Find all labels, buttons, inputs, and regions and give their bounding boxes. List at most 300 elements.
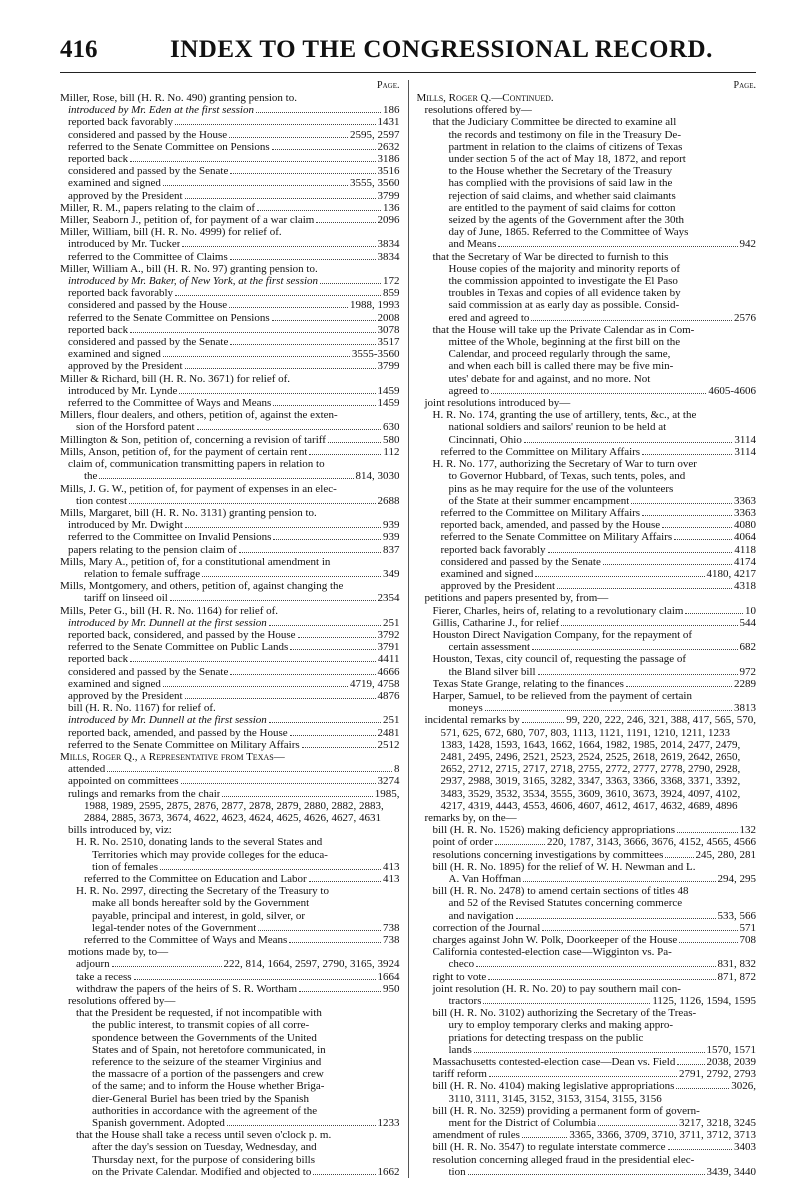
page-reference: 2688	[377, 494, 400, 507]
page-reference: 814, 3030	[355, 470, 400, 483]
entry-text: examined and signed	[68, 177, 161, 190]
index-entry	[60, 1080, 400, 1092]
index-entry	[60, 971, 400, 983]
page-reference: 3186	[377, 153, 400, 166]
entry-text: bill (H. R. No. 4104) making legislative appropriations	[432, 1080, 675, 1093]
page-reference: 2096	[377, 214, 400, 227]
dot-leader	[557, 588, 732, 589]
entry-text: resolution concerning alleged fraud in the presidential elec-	[432, 1153, 695, 1166]
entry-text: considered and passed by the Senate	[68, 336, 229, 349]
entry-text: referred to the Committee on Military Affairs	[440, 506, 641, 519]
index-entry	[417, 958, 757, 970]
index-entry	[60, 299, 400, 311]
index-entry	[417, 214, 757, 226]
entry-text: authorities in accordance with the agreement of the	[92, 1104, 318, 1117]
entry-text: after the day's session on Tuesday, Wednesday, and	[92, 1141, 317, 1154]
index-entry	[417, 714, 757, 726]
dot-leader	[516, 918, 716, 919]
entry-text: H. R. No. 174, granting the use of artillery, tents, &c., at the	[432, 409, 697, 422]
index-entry	[60, 690, 400, 702]
dot-leader	[561, 625, 737, 626]
entry-text: under section 5 of the act of May 18, 1872, and report	[448, 153, 686, 166]
entry-text: introduced by Mr. Dunnell at the first session	[68, 714, 267, 727]
page-reference: 2791, 2792, 2793	[679, 1068, 756, 1081]
dot-leader	[488, 979, 715, 980]
index-entry	[60, 275, 400, 287]
entry-text: reported back, amended, and passed by the House	[68, 726, 288, 739]
dot-leader	[631, 503, 732, 504]
dot-leader	[230, 674, 375, 675]
entry-text: bills introduced by, viz:	[68, 824, 172, 837]
dot-leader	[130, 332, 375, 333]
entry-text: moneys	[448, 702, 483, 715]
index-entry	[417, 641, 757, 653]
index-entry	[60, 922, 400, 934]
dot-leader	[227, 1125, 376, 1126]
dot-leader	[272, 320, 376, 321]
index-entry	[417, 1166, 757, 1178]
page-reference: 630	[383, 421, 400, 434]
index-entry	[60, 934, 400, 946]
dot-leader	[328, 442, 381, 443]
dot-leader	[182, 246, 375, 247]
entry-text: reported back favorably	[440, 543, 546, 556]
index-entry	[60, 885, 400, 897]
page-reference: 3516	[377, 165, 400, 178]
dot-leader	[269, 625, 381, 626]
index-entry	[60, 1129, 400, 1141]
page-reference: 3114	[734, 445, 756, 458]
index-entry	[60, 360, 400, 372]
index-entry	[60, 263, 400, 275]
index-entry	[417, 1068, 757, 1080]
dot-leader	[179, 393, 375, 394]
entry-text: bill (H. R. No. 2478) to amend certain sections of titles 48	[432, 885, 689, 898]
page-reference: 3078	[377, 323, 400, 336]
dot-leader	[476, 966, 715, 967]
page-reference: 3791	[377, 641, 400, 654]
entry-text: withdraw the papers of the heirs of S. R. Wortham	[76, 982, 298, 995]
entry-text: tariff on linseed oil	[84, 592, 168, 605]
index-entry	[60, 592, 400, 604]
index-entry	[417, 1007, 757, 1019]
index-entry	[60, 824, 400, 836]
index-entry	[417, 360, 757, 372]
entry-text: resolutions concerning investigations by committees	[432, 848, 664, 861]
page-reference: 3439, 3440	[706, 1165, 756, 1178]
page-reference: 533, 566	[717, 909, 756, 922]
entry-text: considered and passed by the Senate	[68, 165, 229, 178]
page-reference: 4876	[377, 689, 400, 702]
index-entry	[60, 519, 400, 531]
entry-text: Calendar, and proceed regularly through the same,	[448, 348, 671, 361]
index-entry	[417, 519, 757, 531]
index-entry	[60, 739, 400, 751]
index-entry	[60, 287, 400, 299]
entry-text: referred to the Senate Committee on Pensions	[68, 140, 270, 153]
index-entry	[60, 836, 400, 848]
index-entry	[417, 141, 757, 153]
entry-text: Mills, Roger Q., a Representative from Texas—	[60, 750, 285, 763]
page-reference: 1459	[377, 397, 400, 410]
index-entry	[60, 483, 400, 495]
dot-leader	[483, 1003, 650, 1004]
page-reference: 3114	[734, 433, 756, 446]
index-entry	[60, 373, 400, 385]
dot-leader	[290, 649, 375, 650]
index-entry	[60, 190, 400, 202]
dot-leader	[642, 454, 732, 455]
entry-text: the massacre of a portion of the passengers and crew	[92, 1068, 324, 1081]
entry-text: bill (H. R. No. 3259) providing a permanent form of govern-	[432, 1104, 700, 1117]
page-reference: 580	[383, 433, 400, 446]
index-entry	[417, 788, 757, 800]
index-entry	[417, 202, 757, 214]
page-reference: 1125, 1126, 1594, 1595	[652, 995, 756, 1008]
entry-text: referred to the Senate Committee on Public Lands	[68, 641, 289, 654]
dot-leader	[290, 735, 376, 736]
index-entry	[60, 946, 400, 958]
dot-leader	[181, 783, 376, 784]
index-entry	[60, 788, 400, 800]
index-entry	[417, 617, 757, 629]
index-entry	[417, 1154, 757, 1166]
dot-leader	[498, 246, 737, 247]
entry-text: 571, 625, 672, 680, 707, 803, 1113, 1121, 1191, 1210, 1211, 1233	[440, 726, 730, 739]
index-entry	[60, 678, 400, 690]
dot-leader	[230, 259, 376, 260]
entry-text: ered and agreed to	[448, 311, 530, 324]
entry-text: reported back favorably	[68, 116, 174, 129]
index-entry	[417, 763, 757, 775]
entry-text: the records and testimony on file in the Treasury De-	[448, 128, 681, 141]
index-entry	[60, 1166, 400, 1178]
entry-text: Millers, flour dealers, and others, petition of, against the exten-	[60, 409, 338, 422]
page-reference: 831, 832	[717, 958, 756, 971]
page-reference: 2632	[377, 140, 400, 153]
page-reference: 3813	[734, 702, 756, 715]
index-entry	[60, 202, 400, 214]
entry-text: appointed on committees	[68, 775, 179, 788]
index-entry	[417, 1080, 757, 1092]
index-entry	[60, 141, 400, 153]
page-reference: 4174	[734, 555, 756, 568]
dot-leader	[626, 686, 732, 687]
dot-leader	[130, 661, 376, 662]
entry-text: reference to the seizure of the steamer Virginius and	[92, 1056, 322, 1069]
entry-text: Mills, Peter G., bill (H. R. No. 1164) for relief of.	[60, 604, 279, 617]
dot-leader	[642, 515, 732, 516]
dot-leader	[197, 429, 381, 430]
index-entry	[417, 971, 757, 983]
index-entry	[417, 812, 757, 824]
dot-leader	[542, 930, 737, 931]
index-entry	[60, 727, 400, 739]
page-reference: 112	[383, 445, 400, 458]
index-entry	[60, 897, 400, 909]
entry-text: Mills, Margaret, bill (H. R. No. 3131) granting pension to.	[60, 506, 317, 519]
index-entry	[417, 287, 757, 299]
entry-text: Mills, Montgomery, and others, petition of, against changing the	[60, 580, 344, 593]
index-entry	[60, 1154, 400, 1166]
page-reference: 3026,	[731, 1080, 756, 1093]
index-entry	[417, 727, 757, 739]
index-entry	[60, 1068, 400, 1080]
entry-text: reported back	[68, 653, 129, 666]
entry-text: introduced by Mr. Dunnell at the first session	[68, 616, 267, 629]
index-entry	[417, 421, 757, 433]
index-entry	[60, 873, 400, 885]
index-entry	[417, 849, 757, 861]
index-entry	[417, 470, 757, 482]
entry-text: national soldiers and sailors' reunion to be held at	[448, 421, 667, 434]
index-entry	[417, 434, 757, 446]
entry-text: checo	[448, 958, 475, 971]
dot-leader	[185, 527, 381, 528]
entry-text: Miller & Richard, bill (H. R. No. 3671) for relief of.	[60, 372, 291, 385]
entry-text: 3110, 3111, 3145, 3152, 3153, 3154, 3155, 3156	[448, 1092, 662, 1105]
index-entry	[417, 299, 757, 311]
page-reference: 1233	[377, 1117, 400, 1130]
page-reference: 871, 872	[717, 970, 756, 983]
dot-leader	[202, 576, 381, 577]
entry-text: ment for the District of Columbia	[448, 1117, 597, 1130]
index-entry	[60, 544, 400, 556]
entry-text: the commission appointed to investigate the El Paso	[448, 275, 678, 288]
dot-leader	[495, 844, 545, 845]
dot-leader	[222, 796, 372, 797]
dot-leader	[273, 405, 375, 406]
dot-leader	[485, 710, 732, 711]
index-entry	[60, 226, 400, 238]
entry-text: 2884, 2885, 3673, 3674, 4622, 4623, 4624, 4625, 4626, 4627, 4631	[84, 811, 381, 824]
index-entry	[417, 104, 757, 116]
page-reference: 3555, 3560	[350, 177, 400, 190]
entry-text: Cincinnati, Ohio	[448, 433, 522, 446]
page-reference: 1570, 1571	[706, 1043, 756, 1056]
dot-leader	[685, 613, 743, 614]
page-reference: 571	[739, 921, 756, 934]
index-entry	[60, 763, 400, 775]
entry-text: and Means	[448, 238, 497, 251]
index-entry	[60, 641, 400, 653]
dot-leader	[532, 649, 737, 650]
index-entry	[60, 177, 400, 189]
dot-leader	[298, 637, 376, 638]
dot-leader	[523, 881, 715, 882]
entry-text: referred to the Committee of Claims	[68, 250, 228, 263]
entry-text: claim of, communication transmitting papers in relation to	[68, 458, 325, 471]
entry-text: amendment of rules	[432, 1129, 520, 1142]
page-reference: 708	[739, 934, 756, 947]
page-reference: 3217, 3218, 3245	[679, 1117, 756, 1130]
dot-leader	[538, 674, 738, 675]
entry-text: considered and passed by the House	[68, 128, 228, 141]
page-reference: 942	[739, 238, 756, 251]
entry-text: H. R. No. 2510, donating lands to the several States and	[76, 836, 323, 849]
entry-text: referred to the Committee of Ways and Means	[68, 397, 272, 410]
entry-text: approved by the President	[440, 580, 556, 593]
index-entry	[60, 617, 400, 629]
index-entry	[60, 312, 400, 324]
page-reference: 2481	[377, 726, 400, 739]
dot-leader	[163, 185, 348, 186]
index-entry	[417, 934, 757, 946]
dot-leader	[170, 600, 376, 601]
entry-text: 2481, 2495, 2496, 2521, 2523, 2524, 2525, 2618, 2619, 2642, 2650,	[440, 750, 741, 763]
page-reference: 4719, 4758	[350, 677, 400, 690]
page-reference: 349	[383, 567, 400, 580]
index-entry	[417, 190, 757, 202]
dot-leader	[112, 966, 222, 967]
dot-leader	[299, 991, 381, 992]
index-entry	[417, 629, 757, 641]
page-reference: 2512	[377, 738, 400, 751]
page-reference: 1459	[377, 384, 400, 397]
entry-text: take a recess	[76, 970, 132, 983]
entry-text: reported back	[68, 153, 129, 166]
dot-leader	[185, 198, 376, 199]
entry-text: troubles in Texas and copies of all evidence taken by	[448, 287, 681, 300]
dot-leader	[662, 527, 732, 528]
dot-leader	[548, 552, 733, 553]
dot-leader	[160, 869, 381, 870]
index-entry	[60, 385, 400, 397]
entry-text: Houston, Texas, city council of, requesting the passage of	[432, 653, 686, 666]
entry-text: Fierer, Charles, heirs of, relating to a revolutionary claim	[432, 604, 684, 617]
index-entry	[417, 1044, 757, 1056]
entry-text: and 52 of the Revised Statutes concerning commerce	[448, 897, 683, 910]
page-reference: 738	[383, 921, 400, 934]
entry-text: considered and passed by the Senate	[440, 555, 601, 568]
index-entry	[60, 1141, 400, 1153]
page-reference: 2289	[734, 677, 756, 690]
page-reference: 251	[383, 616, 400, 629]
index-entry	[417, 861, 757, 873]
page-column-label: Page.	[733, 80, 756, 91]
entry-text: pins as he may require for the use of the volunteers	[448, 482, 674, 495]
dot-leader	[468, 1174, 705, 1175]
index-entry	[417, 885, 757, 897]
dot-leader	[163, 356, 350, 357]
entry-text: 2652, 2712, 2715, 2717, 2718, 2755, 2772, 2777, 2778, 2790, 2928,	[440, 763, 741, 776]
index-entry	[60, 495, 400, 507]
index-entry	[60, 238, 400, 250]
dot-leader	[677, 1064, 704, 1065]
entry-text: relation to female suffrage	[84, 567, 201, 580]
entry-text: ury to employ temporary clerks and making appro-	[448, 1019, 674, 1032]
entry-text: examined and signed	[68, 677, 161, 690]
page-reference: 10	[745, 604, 756, 617]
entry-text: 2937, 2988, 3019, 3165, 3282, 3347, 3363, 3366, 3368, 3371, 3392,	[440, 775, 741, 788]
dot-leader	[677, 832, 737, 833]
page-reference: 220, 1787, 3143, 3666, 3676, 4152, 4565, 4566	[547, 836, 756, 849]
entry-text: that the House will take up the Private Calendar as in Com-	[432, 323, 695, 336]
entry-text: introduced by Mr. Eden at the first session	[68, 104, 254, 117]
index-entry	[417, 1019, 757, 1031]
index-entry	[417, 226, 757, 238]
index-entry	[60, 666, 400, 678]
page-reference: 3274	[377, 775, 400, 788]
page-reference: 245, 280, 281	[695, 848, 756, 861]
dot-leader	[320, 283, 381, 284]
index-entry	[417, 995, 757, 1007]
entry-text: that the Judiciary Committee be directed to examine all	[432, 116, 677, 129]
entry-text: Houston Direct Navigation Company, for the repayment of	[432, 628, 693, 641]
dot-leader	[230, 344, 375, 345]
index-entry	[60, 1032, 400, 1044]
index-entry	[60, 580, 400, 592]
page-reference: 4064	[734, 531, 756, 544]
entry-text: that the President be requested, if not incompatible with	[76, 1007, 322, 1020]
entry-text: motions made by, to—	[68, 946, 169, 959]
entry-text: Territories which may provide colleges for the educa-	[92, 848, 328, 861]
entry-text: rejection of said claims, and whether said claimants	[448, 189, 676, 202]
entry-text: legal-tender notes of the Government	[92, 921, 257, 934]
dot-leader	[598, 1125, 677, 1126]
page-reference: 3799	[377, 360, 400, 373]
entry-text: reported back, considered, and passed by the House	[68, 628, 296, 641]
entry-text: that the Secretary of War be directed to furnish to this	[432, 250, 669, 263]
index-entry	[60, 702, 400, 714]
page-reference: 132	[739, 824, 756, 837]
index-entry	[60, 507, 400, 519]
dot-leader	[316, 222, 375, 223]
entry-text: Mills, J. G. W., petition of, for payment of expenses in an elec-	[60, 482, 337, 495]
dot-leader	[229, 137, 348, 138]
entry-text: Miller, William, bill (H. R. No. 4999) for relief of.	[60, 226, 282, 239]
dot-leader	[676, 1088, 729, 1089]
entry-text: certain assessment	[448, 641, 531, 654]
index-entry	[417, 238, 757, 250]
index-entry	[60, 336, 400, 348]
page-reference: 682	[739, 641, 756, 654]
entry-text: 4217, 4319, 4443, 4553, 4606, 4607, 4612, 4617, 4632, 4689, 4896	[440, 799, 738, 812]
index-entry	[60, 397, 400, 409]
entry-text: to the House whether the Secretary of the Treasury	[448, 165, 673, 178]
index-entry	[60, 324, 400, 336]
index-entry	[60, 458, 400, 470]
dot-leader	[535, 576, 704, 577]
page-reference: 1664	[377, 970, 400, 983]
dot-leader	[522, 1137, 568, 1138]
index-entry	[417, 324, 757, 336]
entry-text: 1988, 1989, 2595, 2875, 2876, 2877, 2878, 2879, 2880, 2882, 2883,	[84, 799, 384, 812]
dot-leader	[185, 368, 376, 369]
index-entry	[60, 653, 400, 665]
index-entry	[417, 1032, 757, 1044]
entry-text: and navigation	[448, 909, 514, 922]
index-entry	[417, 263, 757, 275]
entry-text: H. R. No. 2997, directing the Secretary of the Treasury to	[76, 885, 329, 898]
index-entry	[60, 116, 400, 128]
entry-text: Mills, Roger Q.—Continued.	[416, 92, 554, 104]
page-header	[60, 30, 756, 74]
dot-leader	[665, 857, 693, 858]
index-entry	[60, 995, 400, 1007]
index-entry	[417, 446, 757, 458]
index-entry	[417, 666, 757, 678]
page-reference: 837	[383, 543, 400, 556]
index-entry	[60, 165, 400, 177]
entry-text: House copies of the majority and minority reports of	[448, 262, 681, 275]
index-entry	[60, 409, 400, 421]
entry-text: Miller, Rose, bill (H. R. No. 490) granting pension to.	[60, 92, 297, 104]
dot-leader	[289, 942, 381, 943]
index-entry	[60, 1105, 400, 1117]
index-entry	[60, 568, 400, 580]
page-reference: 2576	[734, 311, 756, 324]
